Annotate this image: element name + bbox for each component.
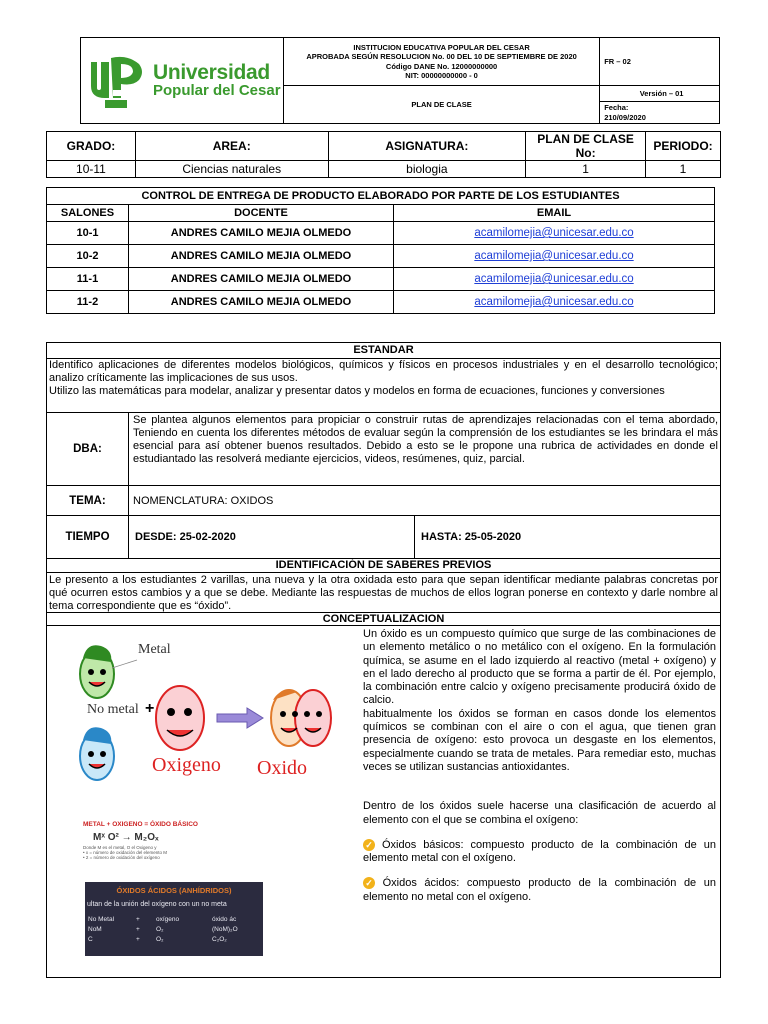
concept-paragraph-3: Dentro de los óxidos suele hacerse una clasificación de acuerdo al elemento con el que se combina el oxígeno: [363, 800, 716, 826]
dba-text: Se plantea algunos elementos para propiciar o construir rutas de aprendizajes relacionadas con el tema abordado, Teniendo en cuenta los diferentes métodos de evaluar según la comprensión de los estudiantes se les brindara el más esencial para así obtener buenos resultados. Debido a esto se le propone una rubrica de actividades en donde el estudiantado las resolverá mediante ejercicios, videos, resúmenes, quiz, parcial. [133, 414, 718, 465]
hasta-value: HASTA: 25-05-2020 [421, 531, 522, 543]
docente-header: DOCENTE [129, 205, 394, 222]
docente-cell: ANDRES CAMILO MEJIA OLMEDO [129, 268, 394, 291]
plus-sign: + [145, 700, 155, 717]
salon-cell: 10-2 [47, 245, 129, 268]
grado-value: 10-11 [47, 161, 136, 178]
board-title: ÓXIDOS ÁCIDOS (ANHÍDRIDOS) [116, 886, 232, 895]
form-code [600, 38, 720, 86]
table-row [47, 268, 715, 291]
table-row [47, 245, 715, 268]
resolution-text: APROBADA SEGÚN RESOLUCION No. 00 DEL 10 DE SEPTIEMBRE DE 2020 [306, 52, 577, 62]
saberes-text: Le presento a los estudiantes 2 varillas, una nueva y la otra oxidada esto para que sepan identificar mediante palabras concretas por qué ocurren estos cambios y a que se debe. Mediante las respuestas de muchos de ellos logran ponerse en contexto y darle nombre al tema correspondiente que es “óxido”. [49, 574, 718, 612]
salones-header: SALONES [47, 205, 129, 222]
tiempo-label: TIEMPO [47, 516, 129, 558]
concept-title: CONCEPTUALIZACION [47, 613, 720, 626]
estandar-paragraph-1: Identifico aplicaciones de diferentes modelos biológicos, químicos y físicos en procesos industriales y en el desarrollo tecnológico; analizo críticamente las implicaciones de sus usos. [49, 359, 718, 384]
checkmark-icon: ✓ [363, 839, 375, 851]
logo-text-line1: Universidad [153, 60, 270, 84]
asignatura-header: ASIGNATURA: [328, 132, 526, 161]
email-link[interactable]: acamilomejia@unicesar.edu.co [474, 250, 634, 262]
email-cell [394, 222, 715, 245]
board-row: No Metal + oxígeno óxido ác [88, 916, 237, 923]
concept-paragraph-1: Un óxido es un compuesto químico que surge de las combinaciones de un elemento metálico o no metálico con el oxígeno. En la formulación química, se asume en el lado izquierdo al reactivo (metal + oxígeno) y en el lado derecho al producto que se forma a partir de él. Por ejemplo, la combinación entre calcio y oxígeno precisamente producirá óxido de calcio. [363, 628, 716, 707]
formula-title: METAL + OXIGENO = ÓXIDO BÁSICO [83, 821, 198, 828]
concept-text [359, 626, 720, 975]
formula-note-1: Donde M es el metal, O el Oxigeno y [83, 845, 157, 850]
tema-label: TEMA: [47, 486, 129, 515]
area-value: Ciencias naturales [135, 161, 328, 178]
dba-label: DBA: [47, 413, 129, 485]
email-link[interactable]: acamilomejia@unicesar.edu.co [474, 273, 634, 285]
oxigeno-label: Oxigeno [152, 754, 221, 776]
delivery-control-table [46, 187, 715, 314]
doc-type-text: PLAN DE CLASE [411, 99, 472, 109]
logo-text-line2: Popular del Cesar [153, 81, 281, 99]
saberes-section [47, 573, 720, 613]
email-link[interactable]: acamilomejia@unicesar.edu.co [474, 227, 634, 239]
periodo-header: PERIODO: [646, 132, 721, 161]
table-row [47, 222, 715, 245]
nometal-label: No metal [87, 702, 139, 717]
formula-equation: Mˣ O² → M₂Oₓ [93, 832, 159, 843]
control-title: CONTROL DE ENTREGA DE PRODUCTO ELABORADO POR PARTE DE LOS ESTUDIANTES [47, 188, 715, 205]
email-header: EMAIL [394, 205, 715, 222]
logo-cell [81, 38, 284, 124]
grado-header: GRADO: [47, 132, 136, 161]
docente-cell: ANDRES CAMILO MEJIA OLMEDO [129, 245, 394, 268]
acid-oxides-text: Óxidos ácidos: compuesto producto de la combinación de un elemento no metal con el oxígeno. [363, 877, 716, 903]
board-row: NoM + O₂ (NoM)₂O [88, 926, 238, 933]
date-label: Fecha: [604, 102, 629, 112]
formula-note-2: • x = número de oxidación del elemento M [83, 850, 167, 855]
board-row: C + O₂ C₂O₂ [88, 936, 227, 943]
version-cell [600, 86, 720, 102]
date-cell [600, 102, 720, 124]
lesson-plan-body [46, 342, 721, 978]
docente-cell: ANDRES CAMILO MEJIA OLMEDO [129, 222, 394, 245]
plan-header: PLAN DE CLASE No: [526, 132, 646, 161]
desde-value: DESDE: 25-02-2020 [129, 516, 415, 558]
email-cell [394, 245, 715, 268]
oxide-cartoon-illustration [67, 638, 357, 808]
institution-block [283, 38, 599, 86]
logo-mark-icon [87, 52, 149, 110]
class-info-table [46, 131, 721, 178]
concept-paragraph-2: habitualmente los óxidos se forman en casos donde los elementos químicos se combinan con el aire o con el agua, que tienen gran presencia de oxígeno: esto provoca un desgaste en los elementos, especialmente cuando se trata de metales. Para remediar esto, muchas veces se utilizan sustancias antioxidantes. [363, 707, 716, 773]
basic-oxides-text: Óxidos básicos: compuesto producto de la combinación de un elemento metal con el oxígeno. [363, 838, 716, 865]
salon-cell: 11-1 [47, 268, 129, 291]
tiempo-row [47, 516, 720, 559]
estandar-section [47, 359, 720, 413]
docente-cell: ANDRES CAMILO MEJIA OLMEDO [129, 291, 394, 314]
plan-value: 1 [526, 161, 646, 178]
email-cell [394, 291, 715, 314]
salon-cell: 11-2 [47, 291, 129, 314]
metal-label: Metal [138, 642, 171, 657]
concept-illustrations [47, 626, 359, 975]
formula-note-3: • 2 = número de oxidación del oxígeno [83, 855, 160, 860]
asignatura-value: biologia [328, 161, 526, 178]
board-subtitle: ultan de la unión del oxígeno con un no meta [87, 901, 227, 908]
periodo-value: 1 [646, 161, 721, 178]
checkmark-icon: ✓ [363, 877, 375, 889]
document-header [80, 37, 720, 124]
dane-code: Código DANE No. 12000000000 [385, 61, 498, 71]
oxido-label: Oxido [257, 757, 307, 779]
version-text: Versión – 01 [639, 89, 684, 99]
email-link[interactable]: acamilomejia@unicesar.edu.co [474, 296, 634, 308]
doc-type [283, 86, 599, 124]
tema-value: NOMENCLATURA: OXIDOS [133, 494, 274, 507]
table-row [47, 291, 715, 314]
date-value: 210/09/2020 [604, 112, 646, 122]
basic-oxide-formula [83, 821, 228, 876]
salon-cell: 10-1 [47, 222, 129, 245]
acid-oxides-board [85, 882, 263, 956]
saberes-title: IDENTIFICACIÓN DE SABERES PREVIOS [47, 559, 720, 573]
email-cell [394, 268, 715, 291]
area-header: AREA: [135, 132, 328, 161]
tema-row [47, 486, 720, 516]
university-logo [81, 52, 283, 110]
concept-section [47, 626, 720, 975]
nit-text: NIT: 00000000000 - 0 [405, 70, 478, 80]
dba-row [47, 413, 720, 486]
institution-name: INSTITUCION EDUCATIVA POPULAR DEL CESAR [353, 42, 530, 52]
estandar-title: ESTANDAR [47, 343, 720, 359]
form-code-text: FR – 02 [604, 57, 631, 67]
estandar-paragraph-2: Utilizo las matemáticas para modelar, analizar y presentar datos y modelos en forma de ecuaciones, funciones y conversiones [49, 385, 665, 397]
